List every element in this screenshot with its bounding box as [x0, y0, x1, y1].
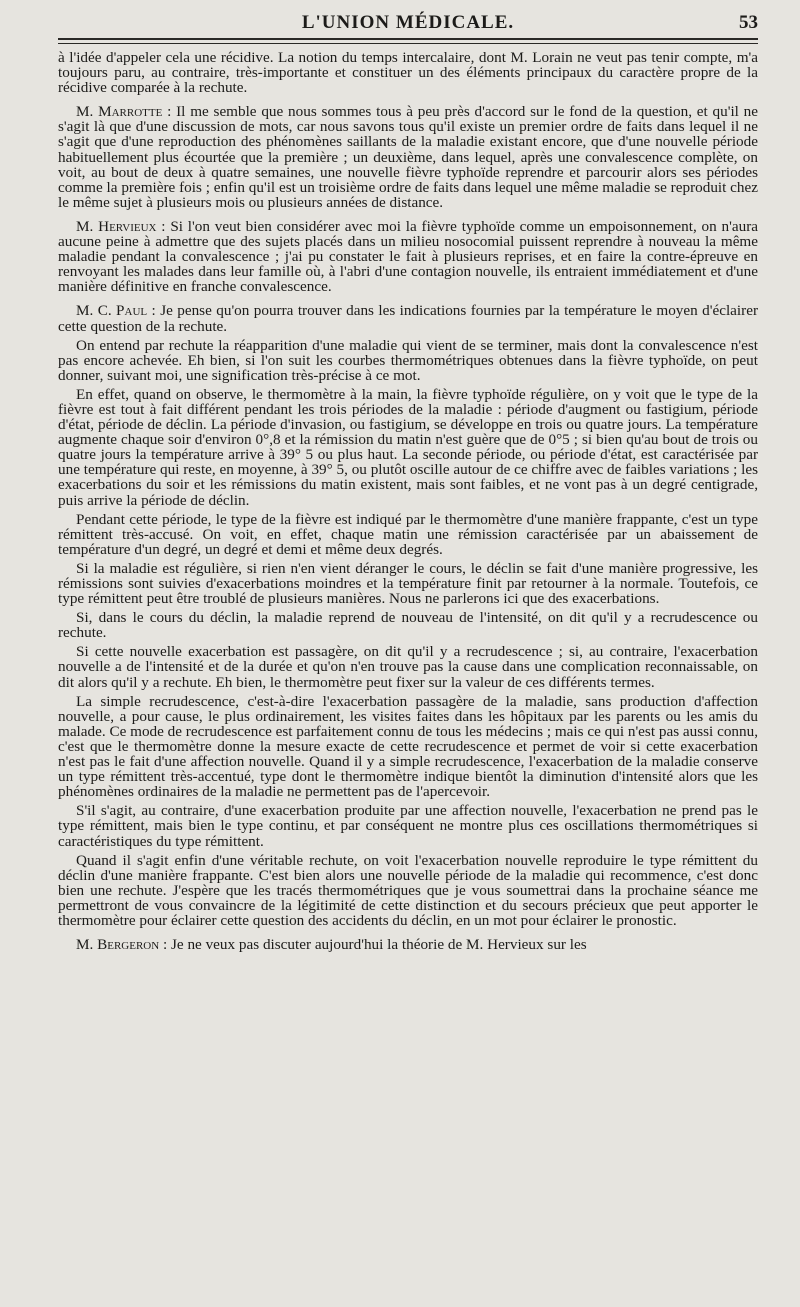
paragraph	[58, 644, 758, 689]
paragraph	[58, 338, 758, 383]
paragraph-text: Il me semble que nous sommes tous à peu près d'accord sur le fond de la question, et qu'il ne s'agit là que d'une discussion de mots, car nous savons tous qu'il existe un premier ordre de faits dans lequel il ne s'agit que d'une reproduction des phénomènes saillants de la maladie existant encore, que d'une nouvelle période habituellement plus écourtée que la première ; un deuxième, dans lequel, après une convalescence complète, on voit, au bout de deux à quatre semaines, une nouvelle fièvre typhoïde reprendre et parcourir alors ses périodes comme la première fois ; enfin qu'il est un troisième ordre de faits dans lequel une même maladie se reproduit chez le même sujet à plusieurs mois ou plusieurs années de distance.	[58, 103, 759, 211]
paragraph	[58, 303, 758, 333]
paragraph	[58, 610, 758, 640]
paragraph-text: Si la maladie est régulière, si rien n'en vient déranger le cours, le déclin se fait d'une manière progressive, les rémissions sont suivies d'exacerbations moindres et la température finit par retourner à la normale. Toutefois, ce type rémittent peut être troublé de plusieurs manières. Nous ne parlerons ici que des exacerbations.	[58, 559, 758, 608]
paragraph	[58, 853, 758, 928]
page-number: 53	[739, 12, 758, 33]
paragraph-text: Je pense qu'on pourra trouver dans les indications fournies par la température le moyen d'éclairer cette question de la rechute.	[58, 302, 758, 335]
paragraph-text: La simple recrudescence, c'est-à-dire l'exacerbation passagère de la maladie, sans production d'affection nouvelle, a pour cause, le plus ordinairement, les visites faites dans les hôpitaux par les parents ou les amis du malade. Ce mode de recrudescence est parfaitement connu de tous les médecins ; mais ce qui n'est pas aussi connu, c'est que le thermomètre donne la mesure exacte de cette recrudescence et permet de voir si cette exacerbation n'est pas le fait d'une affection nouvelle. Quand il y a simple recrudescence, l'exacerbation de la maladie conserve un type rémittent très-accentué, type dont le thermomètre indique bientôt la diminution d'intensité alors que les phénomènes ordinaires de la maladie ne permettent pas de l'apercevoir.	[58, 692, 758, 801]
speaker-name: M. C. Paul :	[76, 302, 156, 320]
paragraph-text: Pendant cette période, le type de la fièvre est indiqué par le thermomètre d'une manière frappante, c'est un type rémittent très-accusé. On voit, en effet, chaque matin une rémission caractérisée par un abaissement de température d'un degré, un degré et demi et même deux degrés.	[58, 510, 758, 558]
paragraph-text: Si l'on veut bien considérer avec moi la fièvre typhoïde comme un empoisonnement, on n'aura aucune peine à admettre que des sujets placés dans un milieu nosocomial puissent reprendre à nouveau la même maladie pendant la convalescence ; j'ai pu constater le fait à plusieurs reprises, et en faire la contre-épreuve en renvoyant les malades dans leur famille où, à l'abri d'une contagion nouvelle, ils entraient immédiatement et d'une manière définitive en franche convalescence.	[58, 217, 759, 296]
paragraph-text: Si cette nouvelle exacerbation est passagère, on dit qu'il y a recrudescence ; si, au contraire, l'exacerbation nouvelle a de l'intensité et de la durée et qu'on n'en trouve pas la cause dans une complication reconnaissable, on dit alors qu'il y a rechute. Eh bien, le thermomètre peut fixer sur la valeur de ces différents termes.	[58, 643, 758, 691]
paragraph	[58, 561, 758, 606]
paragraph	[58, 50, 758, 95]
running-header	[58, 8, 758, 40]
speaker-name: M. Bergeron :	[76, 936, 168, 954]
speaker-name: M. Marrotte :	[76, 103, 172, 121]
paragraph	[58, 803, 758, 848]
paragraph	[58, 937, 758, 952]
header-rule	[58, 43, 758, 44]
paragraph-text: à l'idée d'appeler cela une récidive. La notion du temps intercalaire, dont M. Lorain ne veut pas tenir compte, m'a toujours paru, au contraire, très-importante et constituer un des éléments principaux du caractère propre de la récidive comparée à la rechute.	[58, 49, 758, 97]
paragraph-text: S'il s'agit, au contraire, d'une exacerbation produite par une affection nouvelle, l'exacerbation ne prend pas le type rémittent, mais bien le type continu, et par conséquent ne montre plus ces oscillations thermométriques si caractéristiques du type rémittent.	[58, 802, 758, 850]
paragraph-text: Si, dans le cours du déclin, la maladie reprend de nouveau de l'intensité, on dit qu'il y a recrudescence ou rechute.	[58, 609, 758, 642]
paragraph	[58, 219, 758, 294]
paragraph-text: Je ne veux pas discuter aujourd'hui la théorie de M. Hervieux sur les	[171, 936, 587, 954]
paragraph-text: Quand il s'agit enfin d'une véritable rechute, on voit l'exacerbation nouvelle reproduire le type rémittent du déclin d'une manière frappante. C'est bien alors une nouvelle période de la maladie qui recommence, c'est donc bien une rechute. J'espère que les tracés thermométriques que je vous soumettrai dans la prochaine séance me permettront de vous convaincre de la légitimité de cette distinction et du secours précieux que peut apporter le thermomètre pour éclairer cette question des accidents du déclin, en un mot pour éclairer le pronostic.	[58, 851, 758, 929]
paragraph	[58, 512, 758, 557]
journal-title: L'UNION MÉDICALE.	[301, 12, 515, 33]
paragraph	[58, 694, 758, 800]
paragraph	[58, 104, 758, 210]
speaker-name: M. Hervieux :	[76, 217, 166, 235]
paragraph-text: On entend par rechute la réapparition d'une maladie qui vient de se terminer, mais dont la convalescence n'est pas encore achevée. Eh bien, si l'on suit les courbes thermométriques obtenues dans la fièvre typhoïde, on peut donner, suivant moi, une signification très-précise à ce mot.	[58, 336, 758, 384]
paragraph-text: En effet, quand on observe, le thermomètre à la main, la fièvre typhoïde régulière, on y voit que le type de la fièvre est tout à fait différent pendant les trois périodes de la maladie : période d'augment ou fastigium, période d'état, période de déclin. La période d'invasion, ou fastigium, se développe en trois ou quatre jours. La température augmente chaque soir d'environ 0°,8 et la rémission du matin n'est guère que de 0°5 ; si bien qu'au bout de trois ou quatre jours la température arrive à 39° 5 ou plus haut. La seconde période, ou période d'état, est caractérisée par une température qui reste, en moyenne, à 39° 5, ou plutôt oscille autour de ce chiffre avec de faibles variations ; les exacerbations du soir et les rémissions du matin existent, mais sont faibles, et ne vont pas à un degré centigrade, puis arrive la période de déclin.	[58, 385, 758, 509]
paragraph	[58, 387, 758, 508]
article-body	[58, 50, 758, 952]
